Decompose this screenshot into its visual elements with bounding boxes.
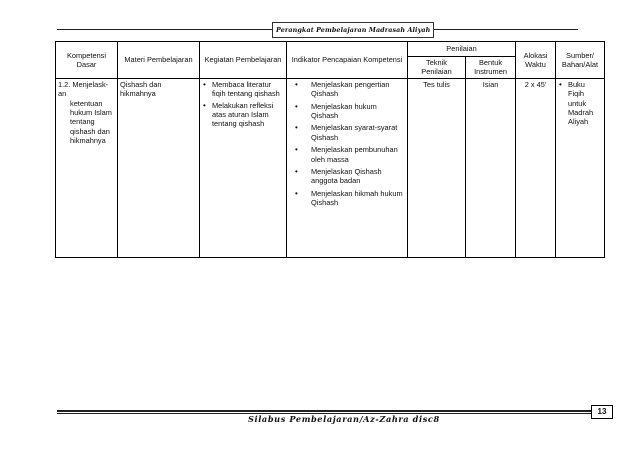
indikator-item: • Menjelaskan pembunuhan oleh massa bbox=[289, 145, 405, 164]
cell-indikator bbox=[287, 78, 408, 257]
syllabus-table bbox=[55, 41, 605, 258]
cell-kegiatan bbox=[200, 78, 287, 257]
indikator-item: • Menjelaskan hikmah hukum Qishash bbox=[289, 189, 405, 208]
header-sumber: Sumber/ Bahan/Alat bbox=[556, 42, 605, 79]
header-title: Perangkat Pembelajaran Madrasah Aliyah bbox=[272, 22, 434, 38]
header-teknik: Teknik Penilaian bbox=[408, 57, 466, 79]
cell-teknik: Tes tulis bbox=[408, 78, 466, 257]
footer-title: Silabus Pembelajaran/Az-Zahra disc8 bbox=[248, 414, 440, 424]
indikator-item: • Menjelaskan pengertian Qishash bbox=[289, 80, 405, 99]
indikator-item: • Menjelaskan hukum Qishash bbox=[289, 102, 405, 121]
indikator-item: • Menjelaskan Qishash anggota badan bbox=[289, 167, 405, 186]
header-kegiatan: Kegiatan Pembelajaran bbox=[200, 42, 287, 79]
indikator-list bbox=[289, 80, 405, 208]
kd-number: 1.2. Menjelask-an bbox=[58, 79, 109, 99]
cell-sumber bbox=[556, 78, 605, 257]
header-indikator: Indikator Pencapaian Kompetensi bbox=[287, 42, 408, 79]
header-materi: Materi Pembelajaran bbox=[118, 42, 200, 79]
cell-materi: Qishash dan hikmahnya bbox=[118, 78, 200, 257]
header-kompetensi-dasar: Kompetensi Dasar bbox=[56, 42, 118, 79]
cell-alokasi: 2 x 45' bbox=[516, 78, 556, 257]
cell-bentuk: Isian bbox=[466, 78, 516, 257]
kegiatan-list bbox=[202, 80, 284, 129]
sumber-item: • Buku Fiqih untuk Madrah Aliyah bbox=[558, 80, 602, 127]
indikator-item: • Menjelaskan syarat-syarat Qishash bbox=[289, 123, 405, 142]
page-number: 13 bbox=[591, 405, 613, 419]
header-penilaian: Penilaian bbox=[408, 42, 516, 57]
footer-rule bbox=[57, 410, 591, 412]
kd-text: ketentuan hukum Islam tentang qishash dan hikmahnya bbox=[70, 98, 112, 146]
sumber-list bbox=[558, 80, 602, 127]
header-alokasi: Alokasi Waktu bbox=[516, 42, 556, 79]
kegiatan-item: • Melakukan refleksi atas aturan Islam tentang qishash bbox=[202, 101, 284, 129]
cell-kompetensi-dasar bbox=[56, 78, 118, 257]
header-bentuk: Bentuk Instrumen bbox=[466, 57, 516, 79]
kegiatan-item: • Membaca literatur fiqih tentang qishash bbox=[202, 80, 284, 99]
